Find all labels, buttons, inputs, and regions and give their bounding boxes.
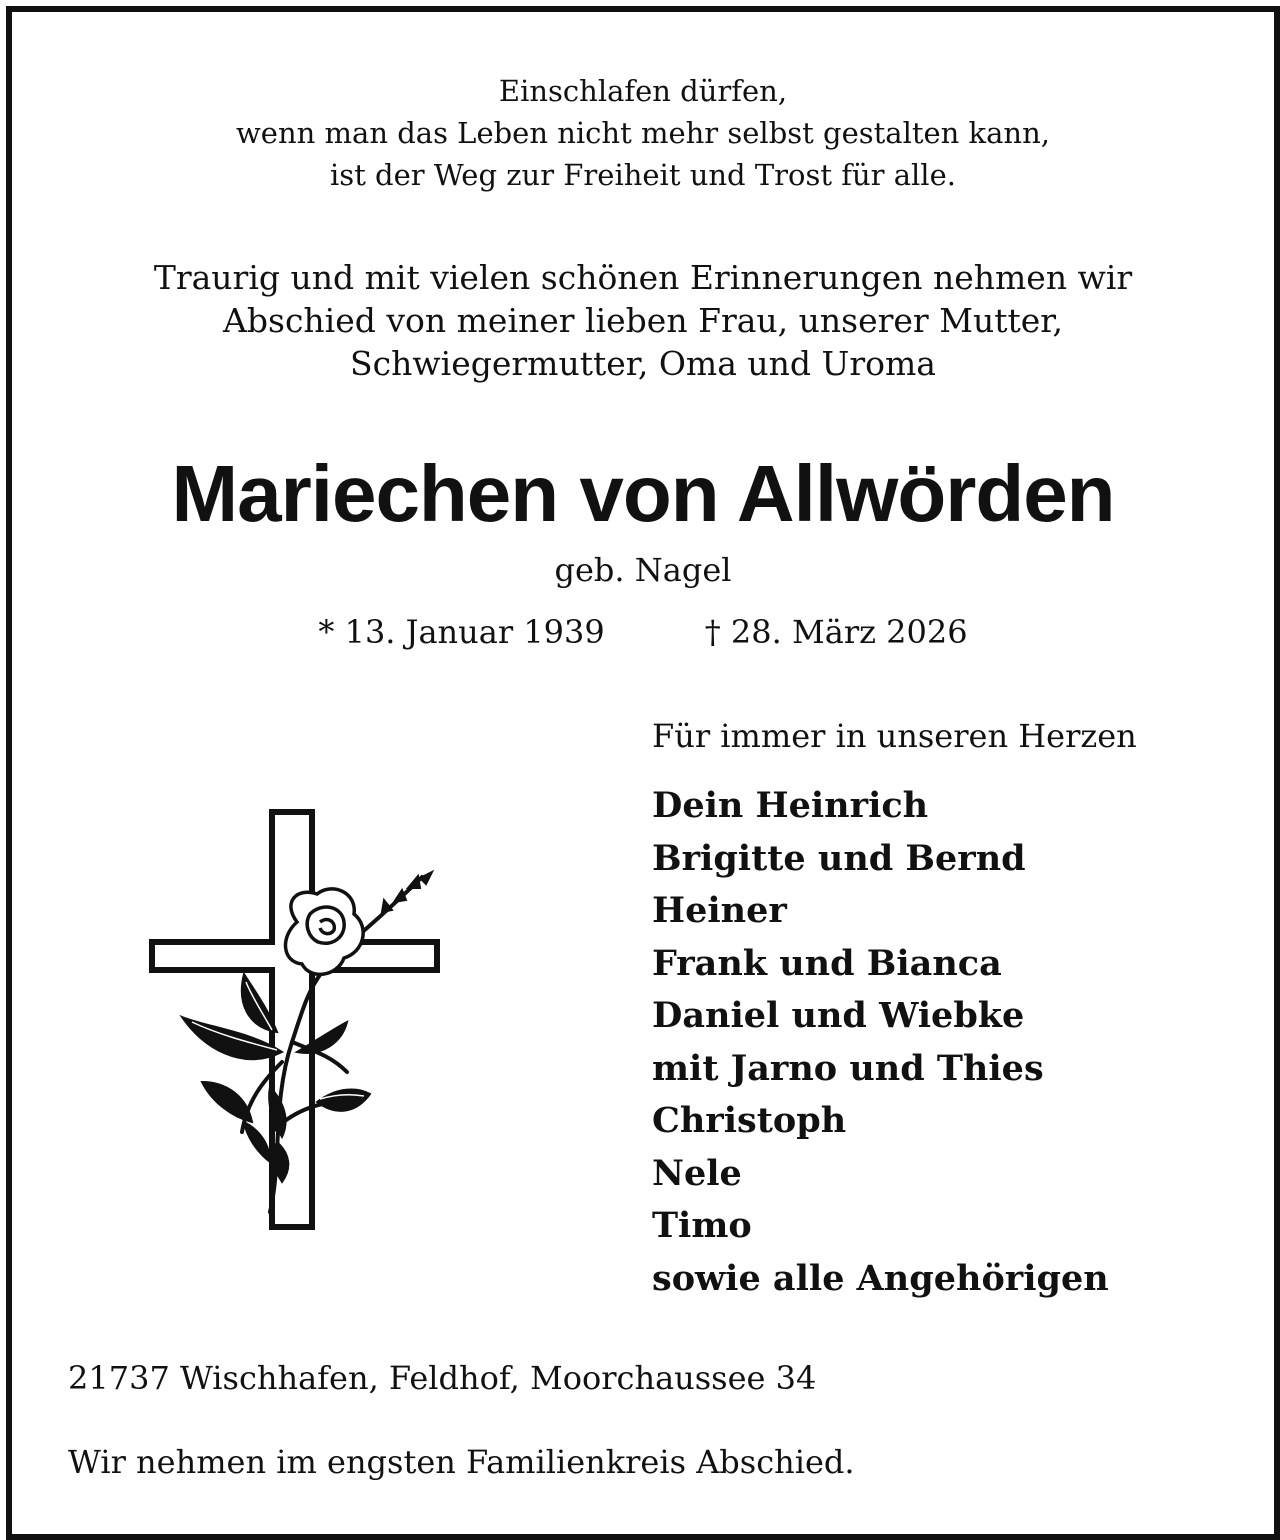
intro-line: Schwiegermutter, Oma und Uroma xyxy=(350,344,936,383)
cross-with-rose-icon xyxy=(132,802,462,1242)
obituary-frame xyxy=(6,6,1280,1540)
motto-line: wenn man das Leben nicht mehr selbst gestalten kann, xyxy=(235,116,1050,150)
life-dates xyxy=(12,610,1274,654)
list-item: Heiner xyxy=(652,890,787,931)
motto-verse xyxy=(12,70,1274,196)
motto-line: Einschlafen dürfen, xyxy=(498,74,788,108)
list-item: sowie alle Angehörigen xyxy=(652,1257,1109,1299)
deceased-name: Mariechen von Allwörden xyxy=(171,449,1115,538)
list-item: Nele xyxy=(652,1152,742,1194)
list-item: mit Jarno und Thies xyxy=(652,1047,1044,1089)
address-line: 21737 Wischhafen, Feldhof, Moorchaussee 34 xyxy=(68,1359,817,1397)
birth-date: * 13. Januar 1939 xyxy=(318,613,605,651)
intro-text xyxy=(12,256,1274,385)
list-item: Brigitte und Bernd xyxy=(652,837,1026,879)
motto-line: ist der Weg zur Freiheit und Trost für alle. xyxy=(330,158,956,192)
list-item: Christoph xyxy=(652,1100,847,1141)
death-date: † 28. März 2026 xyxy=(704,613,968,651)
funeral-note: Wir nehmen im engsten Familienkreis Abschied. xyxy=(68,1443,855,1481)
mourners-block xyxy=(652,714,1137,1305)
farewell-line: Für immer in unseren Herzen xyxy=(652,717,1137,755)
list-item: Daniel und Wiebke xyxy=(652,995,1025,1036)
intro-line: Abschied von meiner lieben Frau, unserer Mutter, xyxy=(223,301,1063,340)
mourners-list xyxy=(652,780,1137,1305)
intro-line: Traurig und mit vielen schönen Erinnerungen nehmen wir xyxy=(153,258,1133,297)
list-item: Timo xyxy=(652,1205,752,1246)
maiden-name: geb. Nagel xyxy=(554,551,732,589)
list-item: Frank und Bianca xyxy=(652,942,1002,984)
list-item: Dein Heinrich xyxy=(652,785,929,826)
